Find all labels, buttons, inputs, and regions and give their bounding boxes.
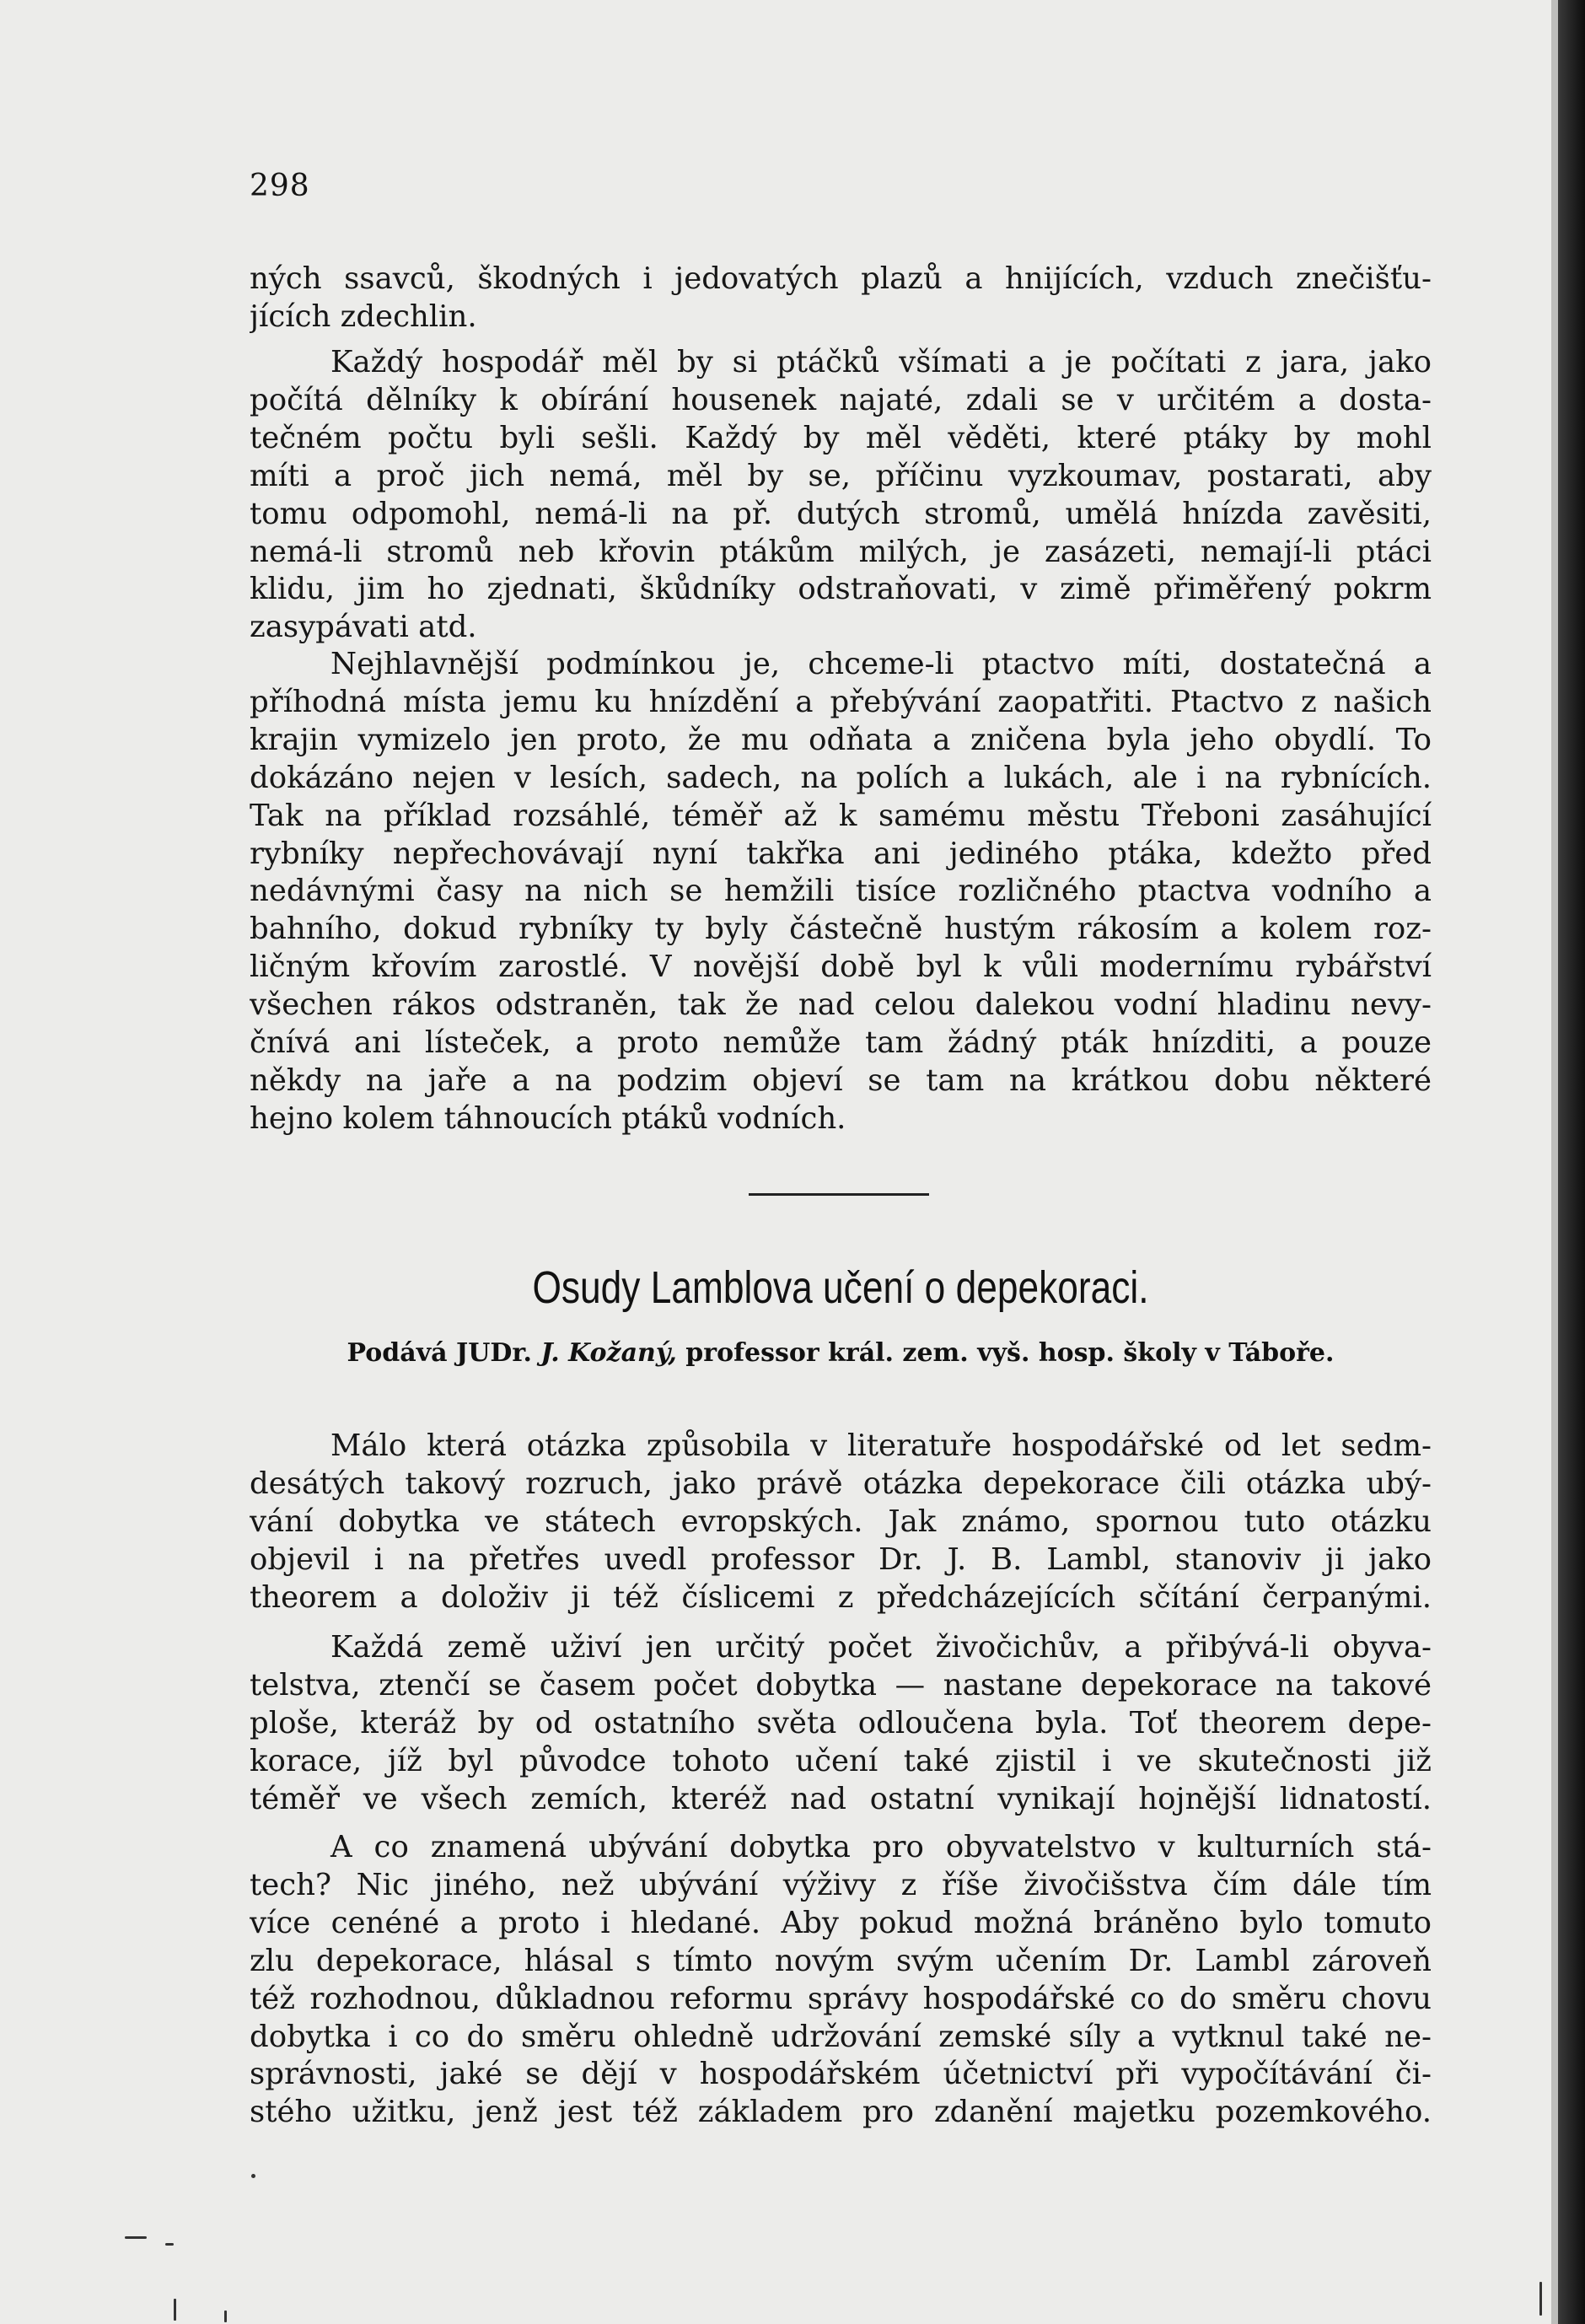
text-line: zlu depekorace, hlásal s tímto novým svým učením Dr. Lambl zároveň — [250, 1943, 1432, 1978]
book-binding-edge — [1558, 0, 1585, 2324]
text-line: vání dobytka ve státech evropských. Jak známo, spornou tuto otázku — [250, 1504, 1432, 1539]
byline-prefix: Podává JUDr. — [347, 1338, 532, 1368]
article-paragraph-3 — [250, 1829, 1432, 2132]
text-line: dobytka i co do směru ohledně udržování zemské síly a vytknul také ne- — [250, 2019, 1432, 2054]
text-line: krajin vymizelo jen proto, že mu odňata a zničena byla jeho obydlí. To — [250, 722, 1432, 757]
text-line: počítá dělníky k obírání housenek najaté, zdali se v určitém a dosta- — [250, 382, 1432, 417]
text-line: čnívá ani lísteček, a proto nemůže tam žádný pták hnízditi, a pouze — [250, 1025, 1432, 1061]
text-line: ličným křovím zarostlé. V novější době byl k vůli modernímu rybářství — [250, 950, 1432, 985]
article-title: Osudy Lamblova učení o depekoraci. — [532, 1262, 1149, 1313]
text-line: Každá země uživí jen určitý počet živočichův, a přibývá-li obyva- — [330, 1630, 1432, 1665]
article-paragraph-2 — [250, 1629, 1432, 1819]
text-line: ploše, kteráž by od ostatního světa odloučena byla. Toť theorem depe- — [250, 1705, 1432, 1740]
byline-suffix: professor král. zem. vyš. hosp. školy v Táboře. — [685, 1338, 1335, 1368]
text-line: všechen rákos odstraněn, tak že nad celou dalekou vodní hladinu nevy- — [250, 987, 1432, 1023]
text-line: tomu odpomohl, nemá-li na př. dutých stromů, umělá hnízda zavěsiti, — [250, 496, 1432, 531]
text-line: zasypávati atd. — [250, 610, 477, 645]
text-line: někdy na jaře a na podzim objeví se tam na krátkou dobu některé — [250, 1062, 1432, 1098]
text-line: Každý hospodář měl by si ptáčků všímati a je počítati z jara, jako — [330, 345, 1432, 379]
text-line: stého užitku, jenž jest též základem pro zdanění majetku pozemkového. — [250, 2095, 1432, 2130]
text-line: klidu, jim ho zjednati, škůdníky odstraňovati, v zimě přiměřený pokrm — [250, 572, 1432, 607]
text-line: míti a proč jich nemá, měl by se, příčinu vyzkoumav, postarati, aby — [250, 458, 1432, 493]
text-line: korace, jíž byl původce tohoto učení také zjistil i ve skutečnosti již — [250, 1743, 1432, 1778]
text-line: více cenéné a proto i hledané. Aby pokud možná bráněno bylo tomuto — [250, 1905, 1432, 1940]
text-line: desátých takový rozruch, jako právě otázka depekorace čili otázka ubý- — [250, 1466, 1432, 1501]
text-line: správnosti, jaké se dějí v hospodářském účetnictví při vypočítávání či- — [250, 2057, 1432, 2092]
text-line: telstva, ztenčí se časem počet dobytka — nastane depekorace na takové — [250, 1667, 1432, 1703]
byline-author: J. Kožaný, — [540, 1338, 677, 1368]
text-line: Nejhlavnější podmínkou je, chceme-li ptactvo míti, dostatečná a — [330, 647, 1432, 681]
text-line: Tak na příklad rozsáhlé, téměř až k samému městu Třeboni zasáhující — [250, 798, 1432, 833]
text-line: jících zdechlin. — [250, 299, 477, 334]
scan-speck — [174, 2299, 176, 2321]
text-line: téměř ve všech zemích, kteréž nad ostatní vynikají hojnější lidnatostí. — [250, 1781, 1432, 1816]
text-line: dokázáno nejen v lesích, sadech, na polích a lukách, ale i na rybnících. — [250, 760, 1432, 795]
text-line: hejno kolem táhnoucích ptáků vodních. — [250, 1100, 846, 1136]
text-line: též rozhodnou, důkladnou reformu správy hospodářské co do směru chovu — [250, 1981, 1432, 2016]
text-line: příhodná místa jemu ku hnízdění a přebývání zaopatřiti. Ptactvo z našich — [250, 684, 1432, 719]
text-line: Málo která otázka způsobila v literatuře hospodářské od let sedm- — [330, 1428, 1432, 1463]
paragraph-1 — [250, 261, 1432, 336]
article-byline — [250, 1338, 1432, 1368]
page-number: 298 — [250, 169, 310, 203]
text-line: objevil i na přetřes uvedl professor Dr. J. B. Lambl, stanoviv ji jako — [250, 1541, 1432, 1577]
text-line: ných ssavců, škodných i jedovatých plazů a hnijících, vzduch znečišťu- — [250, 261, 1432, 296]
article-paragraph-1 — [250, 1428, 1432, 1617]
text-line: bahního, dokud rybníky ty byly částečně hustým rákosím a kolem roz- — [250, 912, 1432, 947]
paragraph-2 — [250, 344, 1432, 647]
text-line: tečném počtu byli sešli. Každý by měl věděti, které ptáky by mohl — [250, 420, 1432, 455]
section-divider — [749, 1193, 929, 1196]
scan-speck — [251, 2174, 255, 2178]
text-line: A co znamená ubývání dobytka pro obyvatelstvo v kulturních stá- — [330, 1830, 1432, 1864]
paragraph-3 — [250, 646, 1432, 1138]
text-line: nemá-li stromů neb křovin ptákům milých, je zasázeti, nemají-li ptáci — [250, 534, 1432, 569]
scan-speck — [165, 2243, 174, 2246]
scan-speck — [224, 2311, 227, 2322]
text-line: rybníky nepřechovávají nyní takřka ani jediného ptáka, kdežto před — [250, 836, 1432, 871]
text-line: theorem a doloživ ji též číslicemi z předcházejících sčítání čerpanými. — [250, 1579, 1432, 1615]
text-line: nedávnými časy na nich se hemžili tisíce rozličného ptactva vodního a — [250, 874, 1432, 909]
scan-speck — [1539, 2282, 1542, 2316]
text-line: tech? Nic jiného, než ubývání výživy z říše živočišstva čím dále tím — [250, 1867, 1432, 1902]
page-edge-shadow — [1551, 0, 1558, 2324]
scan-speck — [125, 2236, 147, 2239]
